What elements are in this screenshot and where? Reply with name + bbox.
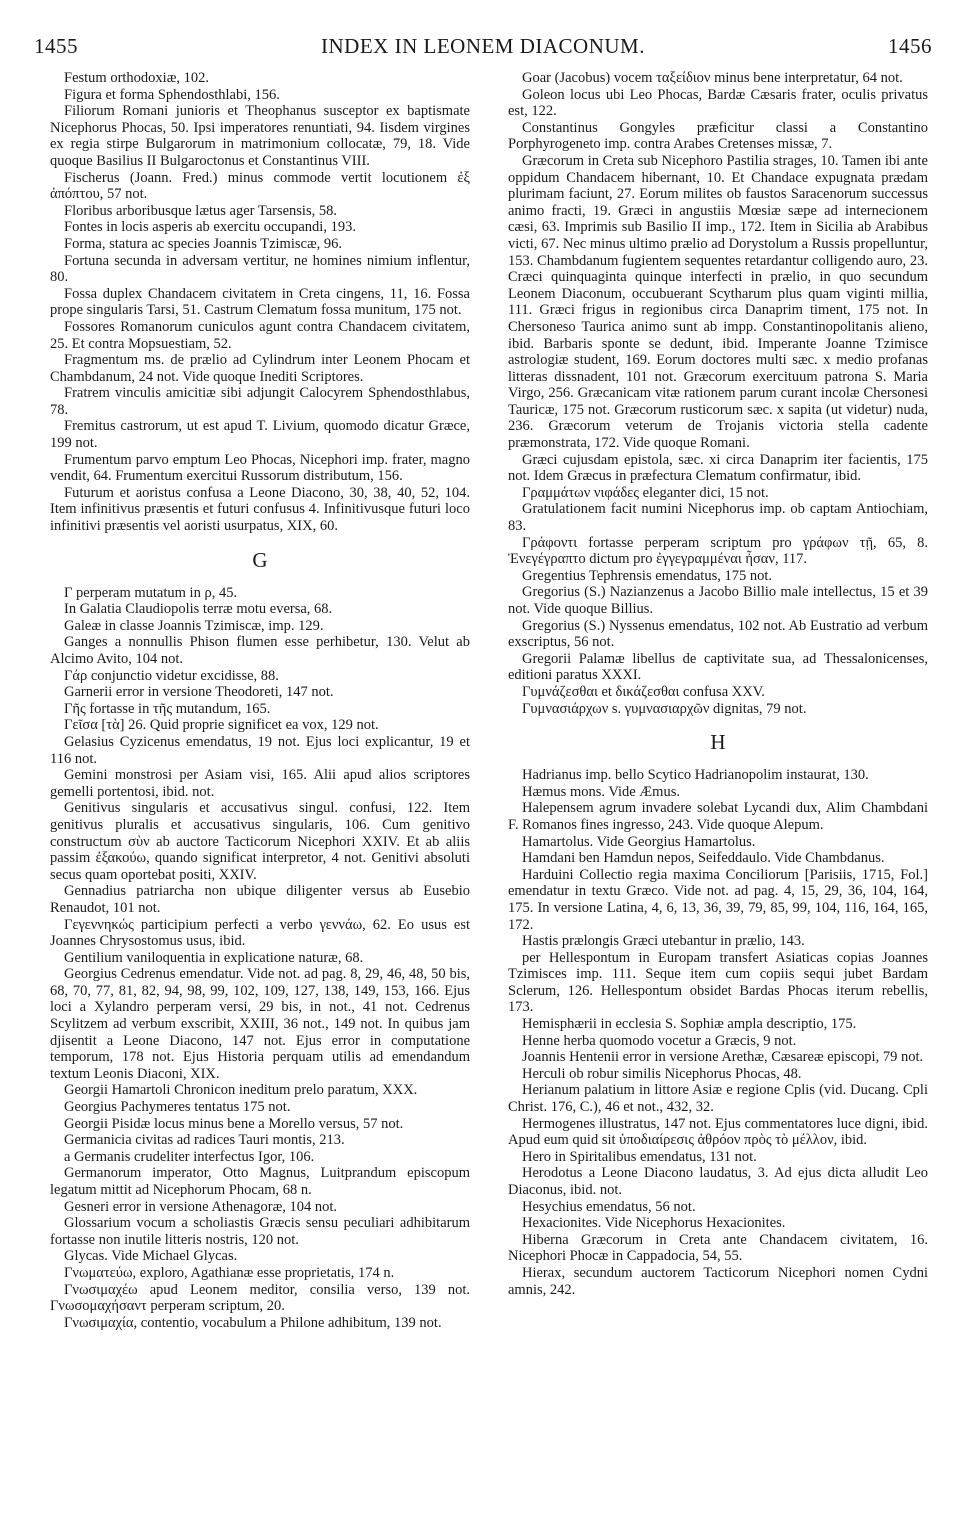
entries-g	[50, 585, 470, 1332]
index-entry: Hesychius emendatus, 56 not.	[522, 1198, 696, 1215]
index-entry: Hiberna Græcorum in Creta ante Chandacem civitatem, 16. Nicephori Phocæ in Cappadocia, 54, 55.	[508, 1231, 928, 1265]
index-entry: Fragmentum ms. de prælio ad Cylindrum inter Leonem Phocam et Chambdanum, 24 not. Vide quoque Inediti Scriptores.	[50, 352, 470, 385]
index-entry: per Hellespontum in Europam transfert Asiaticas copias Joannes Tzimisces imp. 111. Seque item cum copiis sequi jubet Bardam Sclerum, 126. Hellespontum obsidet Bardas Phocas iterum rebellis, 173.	[508, 949, 928, 1016]
index-entry: Frumentum parvo emptum Leo Phocas, Nicephori imp. frater, magno vendit, 64. Frumentum exercitui Russorum distributum, 156.	[50, 451, 470, 485]
index-entry: Germanicia civitas ad radices Tauri montis, 213.	[64, 1132, 345, 1149]
index-entry: Filiorum Romani junioris et Theophanus susceptor ex baptismate Nicephorus Phocas, 50. Ipsi imperatores renuntiati, 94. Iisdem virgines ex regia stirpe Bulgarorum in matrimonium collocatæ, 79, 18. Vide quoque Basilius II Bulgaroctonus et Constantinus VIII.	[50, 103, 470, 169]
index-entry: Constantinus Gongyles præficitur classi a Constantino Porphyrogeneto imp. contra Arabes Cretenses missæ, 7.	[508, 119, 928, 153]
index-entry: Gratulationem facit numini Nicephorus imp. ob captam Antiochiam, 83.	[508, 501, 928, 535]
index-entry: Georgius Pachymeres tentatus 175 not.	[64, 1099, 291, 1116]
index-entry: Græci cujusdam epistola, sæc. xi circa Danaprim iter facientis, 175 not. Idem Græcus in præfectura Clematum confirmatur, ibid.	[508, 451, 928, 485]
index-entry: Futurum et aoristus confusa a Leone Diacono, 30, 38, 40, 52, 104. Item infinitivus præsentis et futuri confusus 4. Infinitivusque futuri loco infinitivi præsentis vel aoristi usurpatus, XIX, 60.	[50, 484, 470, 535]
index-entry: Glossarium vocum a scholiastis Græcis sensu peculiari adhibitarum fortasse non inutile litteris nostris, 120 not.	[50, 1215, 470, 1248]
index-entry: In Galatia Claudiopolis terræ motu eversa, 68.	[64, 601, 333, 618]
index-entry: Henne herba quomodo vocetur a Græcis, 9 not.	[522, 1032, 797, 1049]
index-entry: Gregentius Tephrensis emendatus, 175 not.	[522, 567, 773, 584]
index-entry: Fortuna secunda in adversam vertitur, ne homines nimium inflentur, 80.	[50, 252, 470, 286]
index-entry: Germanorum imperator, Otto Magnus, Luitprandum episcopum legatum mittit ad Nicephorum Phocam, 68 n.	[50, 1165, 470, 1198]
index-entry: Herodotus a Leone Diacono laudatus, 3. Ad ejus dicta alludit Leo Diaconus, ibid. not.	[508, 1165, 928, 1198]
index-entry: Γεῖσα [τὰ] 26. Quid proprie significet ea vox, 129 not.	[64, 717, 379, 734]
index-entry: Herianum palatium in littore Asiæ e regione Cplis (vid. Ducang. Cpli Christ. 176, C.), 46 et not., 432, 32.	[508, 1082, 928, 1116]
index-entry: Hierax, secundum auctorem Tacticorum Nicephori nomen Cydni amnis, 242.	[508, 1264, 928, 1298]
index-entry: Gemini monstrosi per Asiam visi, 165. Alii apud alios scriptores gemelli portentosi, ibid. not.	[50, 767, 470, 800]
index-entry: Georgii Pisidæ locus minus bene a Morello versus, 57 not.	[64, 1115, 404, 1132]
index-entry: Græcorum in Creta sub Nicephoro Pastilia strages, 10. Tamen ibi ante oppidum Chandacem hibernant, 10. Et Chandace expugnata prædam plurimam faciunt, 27. Eorum milites ob faustos Saracenorum successus animo fracti, 19. Græci in angustiis Mœsiæ sæpe ad internecionem cæsi, 63. Imprimis sub Basilio II imp., 172. Item in Sicilia ab Arabibus victi, 67. Nec minus ultimo prælio ad Dorystolum a Russis propelluntur, 153. Chambdanum fugientem sequentes retardantur colligendo auro, 23. Cræci quinquaginta quinque interfecti in prælio, in quo secundum Leonem Diaconum, occubuerant Scytharum plus quam viginti millia, 111. Græci frigus in regionibus circa Danaprim timent, 175 not. In Chersoneso Taurica animo sunt ab impp. Constantinopolitanis alieno, ibid. Barbaris sponte se dedunt, ibid. Imperante Joanne Tzimisce astrologiæ student, 169. Eorum doctores multi sæc. x medio profanas litteras dissnadent, 101 not. Græcorum exercituum patrona S. Maria Virgo, 256. Græcanicam vitæ rationem parum curant incolæ Chersonesi Tauricæ, 175 not. Græcorum rusticorum sæc. x sapita (ut videtur) nuda, 236. Græcorum veterum de Trojanis victoria stella cadente præmonstrata, 172. Vide quoque Romani.	[508, 152, 928, 452]
section-letter-g: G	[252, 547, 268, 572]
running-title: INDEX IN LEONEM DIACONUM.	[321, 34, 645, 58]
index-entry: Γνωματεύω, exploro, Agathianæ esse proprietatis, 174 n.	[64, 1264, 395, 1281]
index-entry: Fremitus castrorum, ut est apud T. Livium, quomodo dicatur Græce, 199 not.	[50, 418, 470, 452]
index-entry: Genitivus singularis et accusativus singul. confusi, 122. Item genitivus pluralis et accusativus singularis, 106. Cum genitivo constructum σὺν ab auctore Tacticorum Nicephori XXIV. Et ab aliis passim ἐξακούω, quando significat interpretor, 4 not. Genitivi absoluti secus quam oportebat positi, XXIV.	[50, 800, 470, 883]
index-entry: Georgii Hamartoli Chronicon ineditum prelo paratum, XXX.	[64, 1082, 418, 1099]
index-entry: Hadrianus imp. bello Scytico Hadrianopolim instaurat, 130.	[522, 767, 869, 784]
index-entry: Fossa duplex Chandacem civitatem in Creta cingens, 11, 16. Fossa prope singularis Tarsi, 51. Castrum Clematum fossa munitum, 175 not.	[50, 285, 470, 319]
index-entry: Hamartolus. Vide Georgius Hamartolus.	[522, 833, 756, 850]
index-entry: Hero in Spiritalibus emendatus, 131 not.	[522, 1148, 757, 1165]
index-entry: Harduini Collectio regia maxima Conciliorum [Parisiis, 1715, Fol.] emendatur in textu Græco. Vide not. ad pag. 4, 15, 29, 36, 104, 164, 175. In versione Latina, 4, 6, 13, 36, 39, 79, 85, 99, 104, 116, 164, 165, 172.	[508, 866, 928, 933]
index-entry: Joannis Hentenii error in versione Arethæ, Cæsareæ episcopi, 79 not.	[522, 1049, 924, 1066]
index-entry: Hemisphærii in ecclesia S. Sophiæ ampla descriptio, 175.	[522, 1016, 857, 1033]
index-entry: Γράφοντι fortasse perperam scriptum pro γράφων τῇ, 65, 8. Ἐνεγέγραπτο dictum pro ἐγγεγραμμέναι ἦσαν, 117.	[508, 534, 928, 568]
index-entry: Hastis prælongis Græci utebantur in prælio, 143.	[522, 933, 805, 950]
index-entry: Gregorii Palamæ libellus de captivitate sua, ad Thessalonicenses, editioni paratus XXXI.	[508, 650, 928, 684]
index-entry: Hexacionites. Vide Nicephorus Hexacionites.	[522, 1215, 786, 1232]
index-entry: Forma, statura ac species Joannis Tzimiscæ, 96.	[64, 235, 342, 252]
entries-f	[50, 70, 470, 535]
index-entry: Herculi ob robur similis Nicephorus Phocas, 48.	[522, 1065, 802, 1082]
entries-g-continued	[508, 70, 928, 717]
index-entry: Gentilium vaniloquentia in explicatione naturæ, 68.	[64, 949, 364, 966]
index-entry: Garnerii error in versione Theodoreti, 147 not.	[64, 684, 334, 701]
index-entry: Γεγεννηκώς participium perfecti a verbo γεννάω, 62. Eo usus est Joannes Chrysostomus usus, ibid.	[50, 916, 470, 950]
index-entry: Hæmus mons. Vide Æmus.	[522, 783, 680, 800]
index-entry: Γραμμάτων νιφάδες eleganter dici, 15 not.	[522, 484, 769, 501]
index-entry: Gesneri error in versione Athenagoræ, 104 not.	[64, 1198, 338, 1215]
index-entry: Goar (Jacobus) vocem ταξείδιον minus bene interpretatur, 64 not.	[522, 70, 903, 86]
index-entry: Glycas. Vide Michael Glycas.	[64, 1248, 238, 1265]
left-column	[50, 70, 470, 1530]
entries-h	[508, 767, 928, 1298]
index-entry: Ganges a nonnullis Phison flumen esse perhibetur, 130. Velut ab Alcimo Avito, 104 not.	[50, 634, 470, 667]
index-entry: Γῆς fortasse in τῆς mutandum, 165.	[64, 700, 271, 717]
index-entry: Fontes in locis asperis ab exercitu occupandi, 193.	[64, 219, 356, 236]
right-column	[508, 70, 928, 1530]
page-header	[34, 34, 932, 58]
index-entry: Galeæ in classe Joannis Tzimiscæ, imp. 129.	[64, 617, 324, 634]
index-entry: Gelasius Cyzicenus emendatus, 19 not. Ejus loci explicantur, 19 et 116 not.	[50, 733, 470, 767]
index-entry: Γάρ conjunctio videtur excidisse, 88.	[64, 667, 279, 684]
page-number-right: 1456	[888, 34, 932, 58]
section-letter-h: H	[710, 730, 726, 755]
index-entry: Γυμνάζεσθαι et δικάζεσθαι confusa XXV.	[522, 683, 765, 700]
index-entry: Figura et forma Sphendosthlabi, 156.	[64, 86, 280, 103]
index-entry: Festum orthodoxiæ, 102.	[64, 70, 210, 86]
index-entry: Goleon locus ubi Leo Phocas, Bardæ Cæsaris frater, oculis privatus est, 122.	[508, 86, 928, 120]
index-entry: Fischerus (Joann. Fred.) minus commode vertit locutionem ἐξ ἀπόπτου, 57 not.	[50, 169, 470, 203]
index-entry: Fratrem vinculis amicitiæ sibi adjungit Calocyrem Sphendosthlabus, 78.	[50, 385, 470, 418]
index-entry: Γνωσιμαχέω apud Leonem meditor, consilia verso, 139 not. Γνωσομαχήσαντ perperam scriptum, 20.	[50, 1281, 470, 1315]
index-entry: Γυμνασιάρχων s. γυμνασιαρχῶν dignitas, 79 not.	[522, 700, 807, 717]
index-entry: Γνωσιμαχία, contentio, vocabulum a Philone adhibitum, 139 not.	[64, 1314, 442, 1331]
index-entry: a Germanis crudeliter interfectus Igor, 106.	[64, 1148, 315, 1165]
index-entry: Fossores Romanorum cuniculos agunt contra Chandacem civitatem, 25. Et contra Mopsuestiam, 52.	[50, 318, 470, 352]
index-entry: Gennadius patriarcha non ubique diligenter versus ab Eusebio Renaudot, 101 not.	[50, 883, 470, 916]
index-entry: Gregorius (S.) Nazianzenus a Jacobo Billio male intellectus, 15 et 39 not. Vide quoque Billius.	[508, 584, 928, 617]
index-entry: Hermogenes illustratus, 147 not. Ejus commentatores luce digni, ibid. Apud eum quid sit ὑποδιαίρεσις ἀθρόον πρὸς τὸ μέλλον, ibid.	[508, 1115, 928, 1149]
index-entry: Georgius Cedrenus emendatur. Vide not. ad pag. 8, 29, 46, 48, 50 bis, 68, 70, 77, 81, 82, 94, 98, 99, 102, 109, 127, 138, 149, 153, 166. Ejus loci a Xylandro perperam versi, 29 bis, in not., 41 not. Cedrenus Scylitzem ad verbum exscribit, XXIII, 36 not., 149 not. In quibus jam djisentit a Leone Diacono, 147 not. Ejus error in computatione temporum, 178 not. Ejus Historia perquam utilis ad emendandum textum Leonis Diaconi, XIX.	[50, 966, 470, 1082]
index-entry: Γ perperam mutatum in ρ, 45.	[64, 584, 238, 601]
index-entry: Floribus arboribusque lætus ager Tarsensis, 58.	[64, 202, 337, 219]
index-entry: Halepensem agrum invadere solebat Lycandi dux, Alim Chambdani F. Romanos fines ingresso, 243. Vide quoque Alepum.	[508, 800, 928, 833]
index-entry: Gregorius (S.) Nyssenus emendatus, 102 not. Ab Eustratio ad verbum exscriptus, 56 not.	[508, 617, 928, 651]
index-entry: Hamdani ben Hamdun nepos, Seifeddaulo. Vide Chambdanus.	[522, 850, 885, 867]
page-number-left: 1455	[34, 34, 78, 58]
